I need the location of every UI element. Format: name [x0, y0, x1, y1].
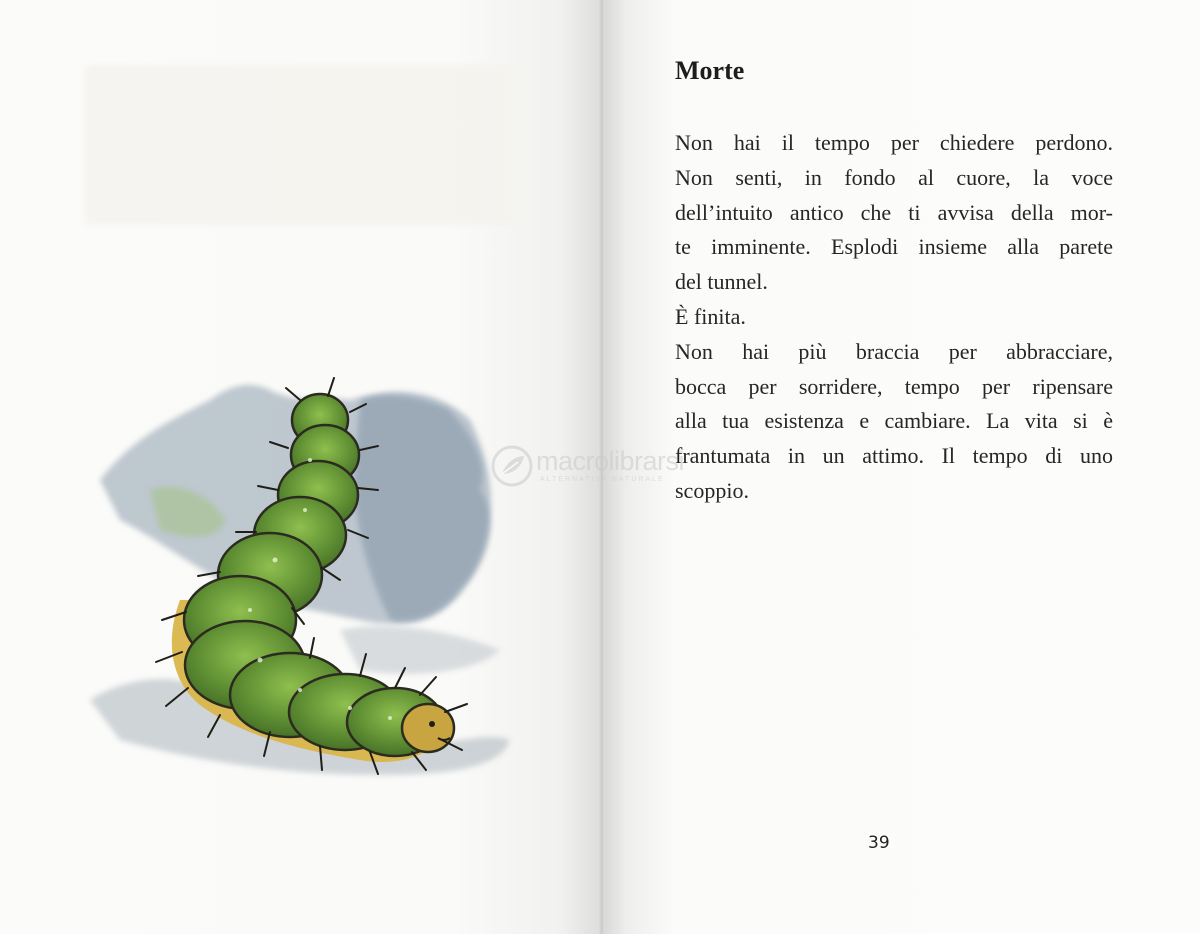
text-line: Non senti, in fondo al cuore, la voce — [675, 164, 1113, 190]
text-line: te imminente. Esplodi insieme alla parete — [675, 234, 1113, 260]
leaf-circle-logo-icon — [490, 444, 534, 488]
text-line: del tunnel. — [675, 269, 768, 295]
text-line: frantumata in un attimo. Il tempo di uno — [675, 443, 1113, 469]
text-line: bocca per sorridere, tempo per ripensare — [675, 373, 1113, 399]
page-number: 39 — [868, 833, 890, 853]
text-line: È finita. — [675, 303, 746, 329]
text-line: Non hai più braccia per abbracciare, — [675, 338, 1113, 364]
text-line: scoppio. — [675, 477, 749, 503]
watermark-text: macrolibrarsi — [536, 446, 685, 476]
text-line: Non hai il tempo per chiedere perdono. — [675, 130, 1113, 155]
text-line: alla tua esistenza e cambiare. La vita si è — [675, 408, 1113, 434]
chapter-title: Morte — [675, 56, 745, 85]
watermark-subtext: ALTERNATIVA NATURALE — [540, 476, 665, 483]
watermark — [490, 444, 720, 490]
chapter-body-text — [675, 126, 1113, 509]
caterpillar-illustration — [60, 40, 540, 840]
text-line: dell’intuito antico che ti avvisa della mor- — [675, 199, 1113, 225]
